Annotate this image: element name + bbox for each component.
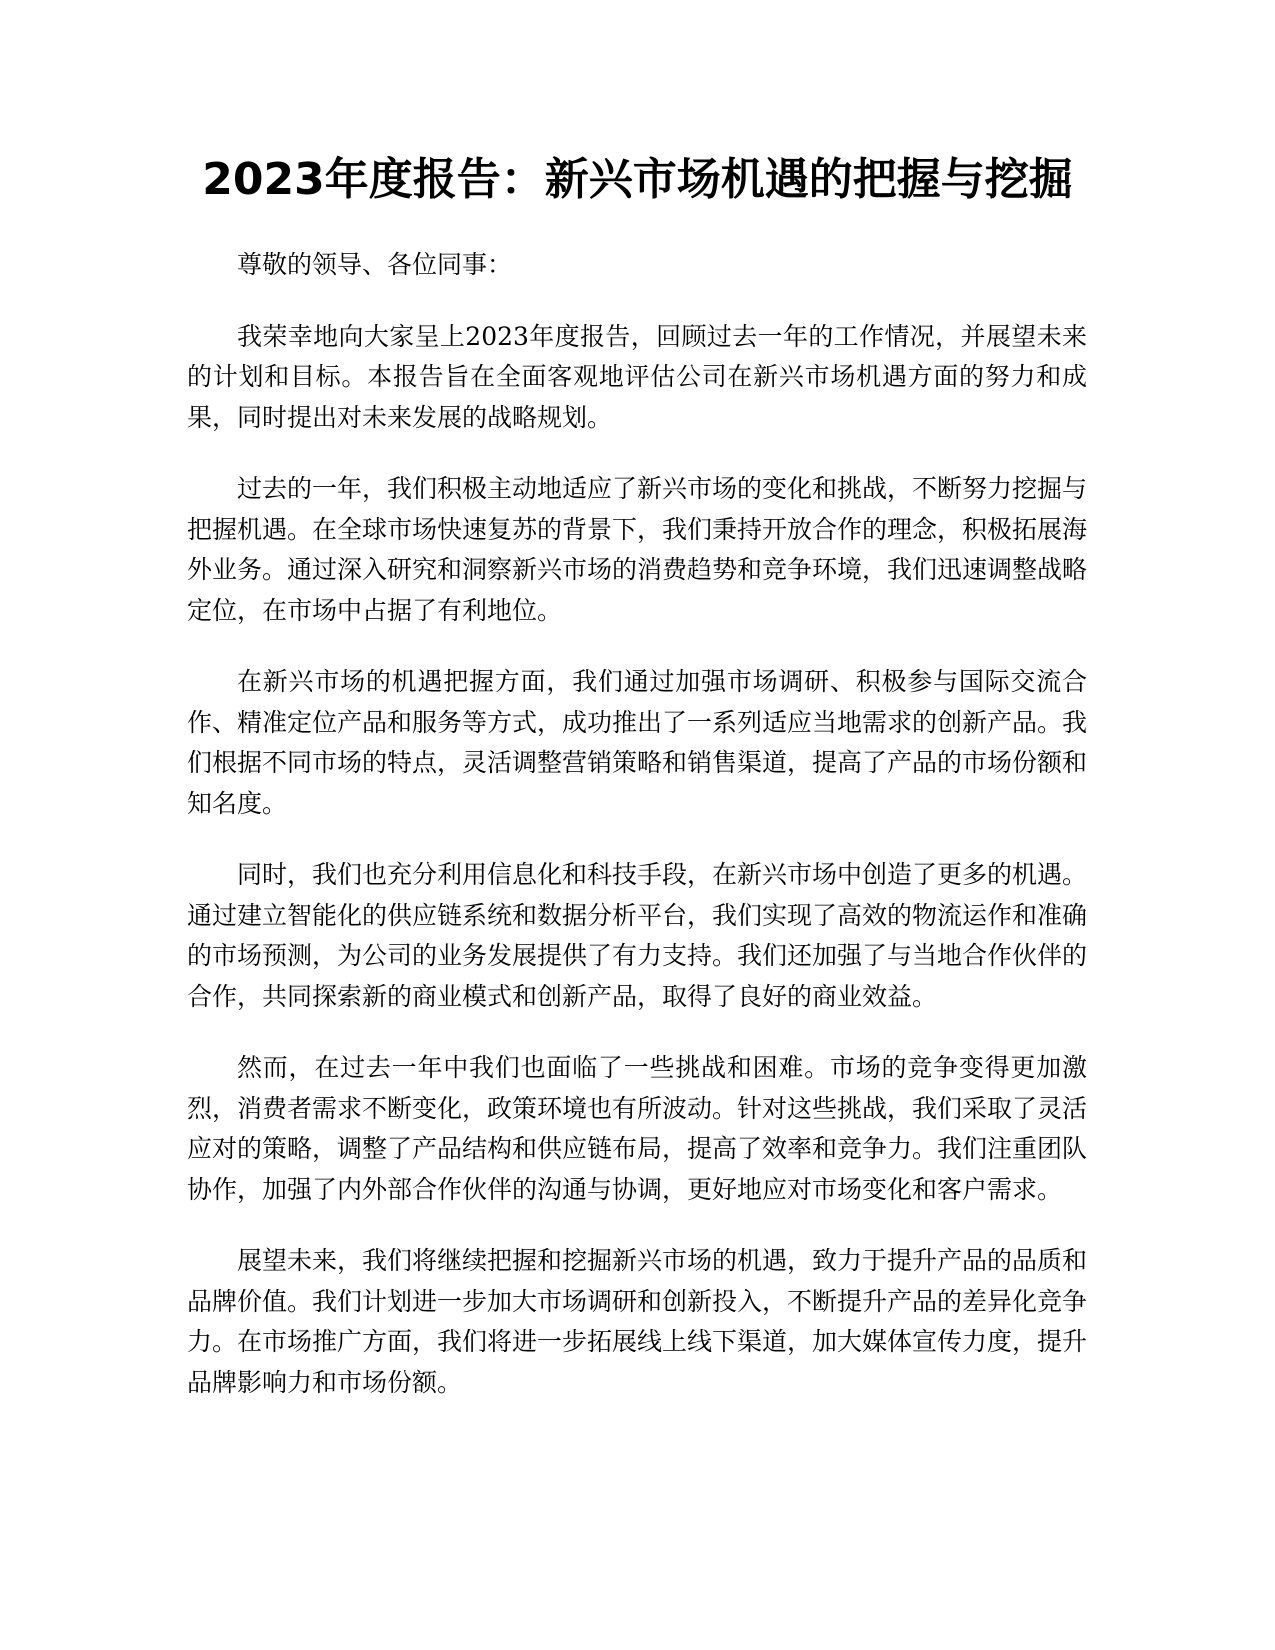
paragraph: 过去的一年，我们积极主动地适应了新兴市场的变化和挑战，不断努力挖掘与把握机遇。在全球市场快速复苏的背景下，我们秉持开放合作的理念，积极拓展海外业务。通过深入研究和洞察新兴市场的消费趋势和竞争环境，我们迅速调整战略定位，在市场中占据了有利地位。 (187, 474, 1088, 625)
salutation: 尊敬的领导、各位同事： (237, 250, 513, 279)
paragraph: 展望未来，我们将继续把握和挖掘新兴市场的机遇，致力于提升产品的品质和品牌价值。我们计划进一步加大市场调研和创新投入，不断提升产品的差异化竞争力。在市场推广方面，我们将进一步拓展线上线下渠道，加大媒体宣传力度，提升品牌影响力和市场份额。 (187, 1246, 1088, 1397)
paragraph: 我荣幸地向大家呈上2023年度报告，回顾过去一年的工作情况，并展望未来的计划和目标。本报告旨在全面客观地评估公司在新兴市场机遇方面的努力和成果，同时提出对未来发展的战略规划。 (187, 321, 1087, 432)
paragraph: 同时，我们也充分利用信息化和科技手段，在新兴市场中创造了更多的机遇。通过建立智能化的供应链系统和数据分析平台，我们实现了高效的物流运作和准确的市场预测，为公司的业务发展提供了有力支持。我们还加强了与当地合作伙伴的合作，共同探索新的商业模式和创新产品，取得了良好的商业效益。 (187, 860, 1088, 1011)
paragraph: 然而，在过去一年中我们也面临了一些挑战和困难。市场的竞争变得更加激烈，消费者需求不断变化，政策环境也有所波动。针对这些挑战，我们采取了灵活应对的策略，调整了产品结构和供应链布局，提高了效率和竞争力。我们注重团队协作，加强了内外部合作伙伴的沟通与协调，更好地应对市场变化和客户需求。 (187, 1053, 1088, 1204)
document-title: 2023年度报告：新兴市场机遇的把握与挖掘 (202, 154, 1073, 205)
document-body (187, 245, 1087, 1434)
paragraph: 在新兴市场的机遇把握方面，我们通过加强市场调研、积极参与国际交流合作、精准定位产品和服务等方式，成功推出了一系列适应当地需求的创新产品。我们根据不同市场的特点，灵活调整营销策略和销售渠道，提高了产品的市场份额和知名度。 (187, 667, 1088, 818)
